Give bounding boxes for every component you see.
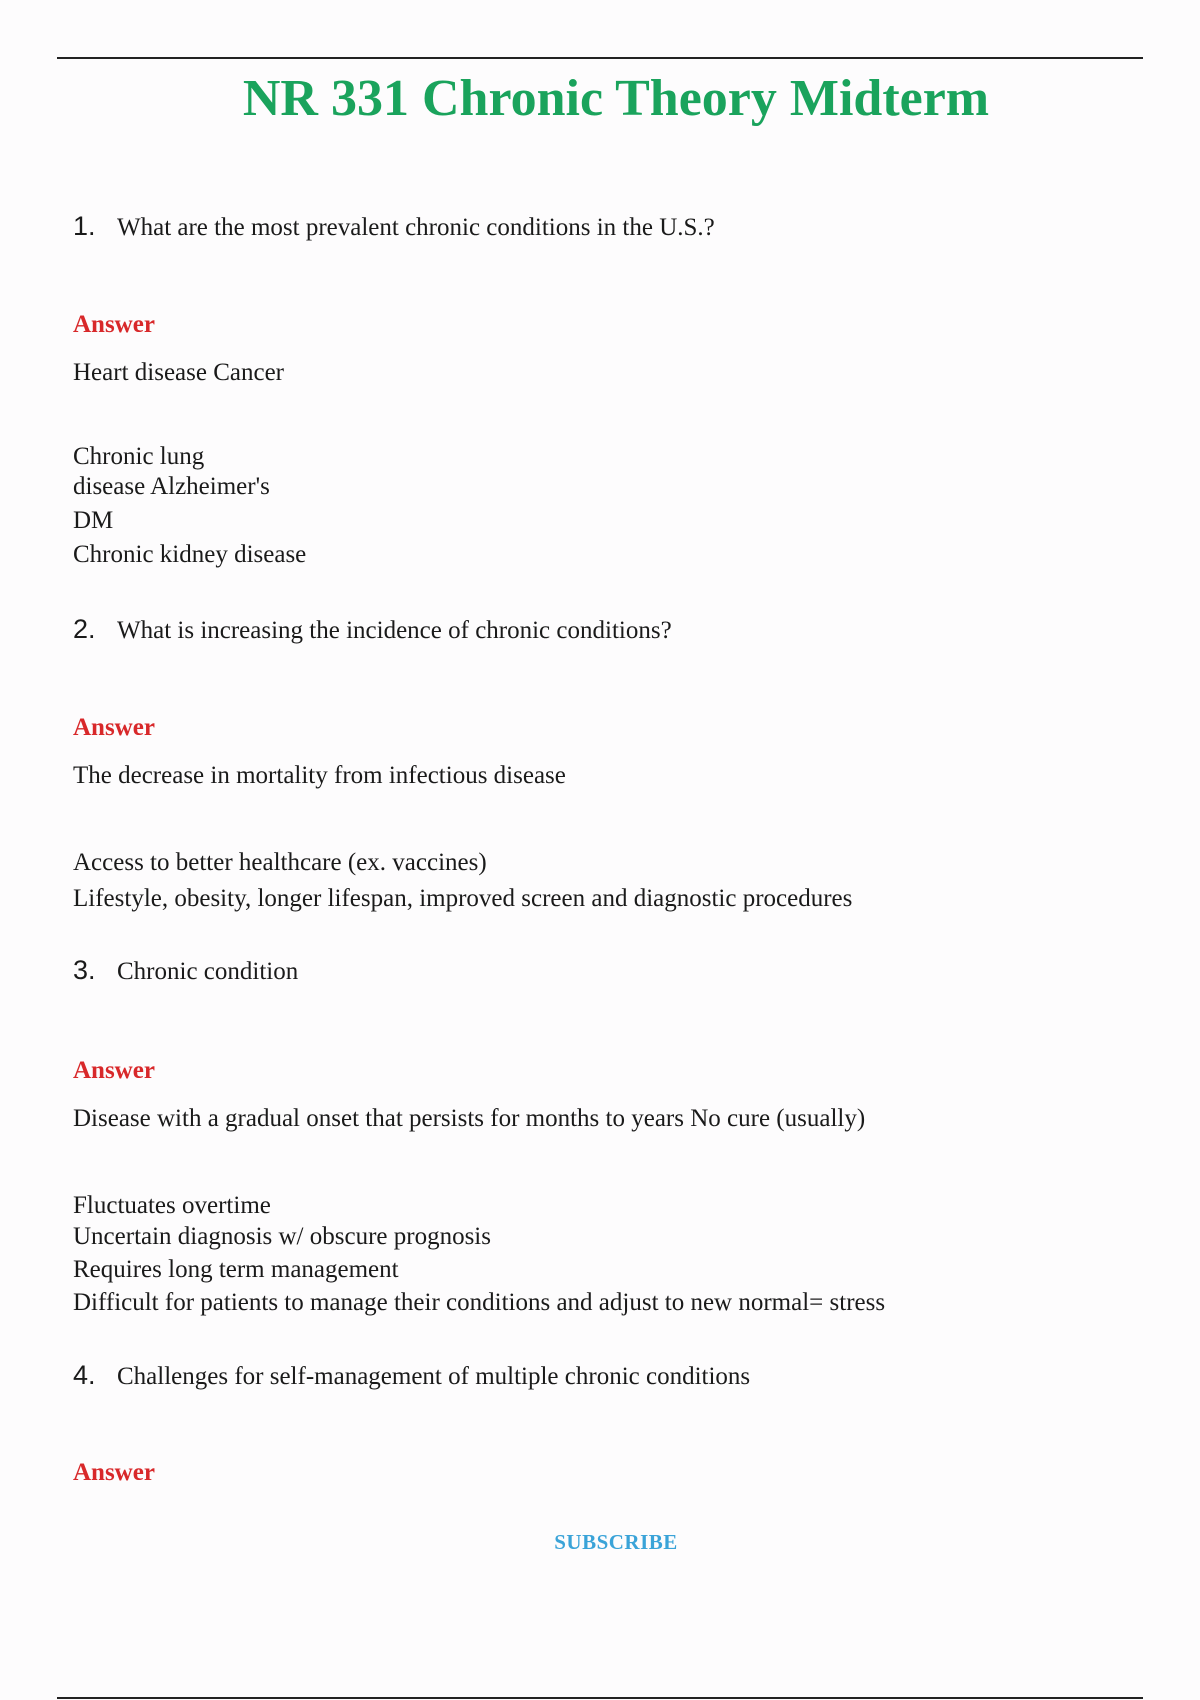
answer-label-3: Answer — [73, 1057, 155, 1084]
bottom-rule — [57, 1697, 1143, 1699]
top-rule — [57, 57, 1143, 59]
answer-1-line-2: Chronic lung — [73, 443, 205, 470]
document-title: NR 331 Chronic Theory Midterm — [242, 70, 990, 127]
question-3-text: Chronic condition — [117, 958, 299, 985]
answer-1-line-4: DM — [73, 507, 114, 534]
question-2 — [73, 614, 1133, 646]
question-4-text: Challenges for self-management of multiple chronic conditions — [117, 1363, 751, 1390]
answer-label-2: Answer — [73, 714, 155, 741]
question-3 — [73, 955, 1133, 987]
answer-2-line-1: The decrease in mortality from infectious disease — [73, 762, 566, 789]
answer-3-line-2: Fluctuates overtime — [73, 1192, 271, 1219]
subscribe-link[interactable]: SUBSCRIBE — [554, 1530, 678, 1554]
answer-3-line-3: Uncertain diagnosis w/ obscure prognosis — [73, 1223, 491, 1250]
question-1-text: What are the most prevalent chronic conditions in the U.S.? — [117, 214, 715, 241]
question-1-number: 1. — [73, 211, 96, 241]
question-3-number: 3. — [73, 955, 96, 985]
answer-1-line-1: Heart disease Cancer — [73, 359, 284, 386]
question-2-text: What is increasing the incidence of chronic conditions? — [117, 617, 672, 644]
answer-label-4: Answer — [73, 1459, 155, 1486]
question-4 — [73, 1360, 1133, 1392]
answer-3-line-1: Disease with a gradual onset that persists for months to years No cure (usually) — [73, 1105, 866, 1132]
answer-3-line-5: Difficult for patients to manage their conditions and adjust to new normal= stress — [73, 1289, 886, 1316]
question-4-number: 4. — [73, 1360, 96, 1390]
question-1 — [73, 211, 1133, 243]
answer-2-line-3: Lifestyle, obesity, longer lifespan, improved screen and diagnostic procedures — [73, 885, 853, 912]
question-2-number: 2. — [73, 614, 96, 644]
answer-label-1: Answer — [73, 311, 155, 338]
answer-1-line-5: Chronic kidney disease — [73, 541, 307, 568]
answer-1-line-3: disease Alzheimer's — [73, 473, 270, 500]
answer-3-line-4: Requires long term management — [73, 1256, 399, 1283]
answer-2-line-2: Access to better healthcare (ex. vaccines) — [73, 849, 487, 876]
